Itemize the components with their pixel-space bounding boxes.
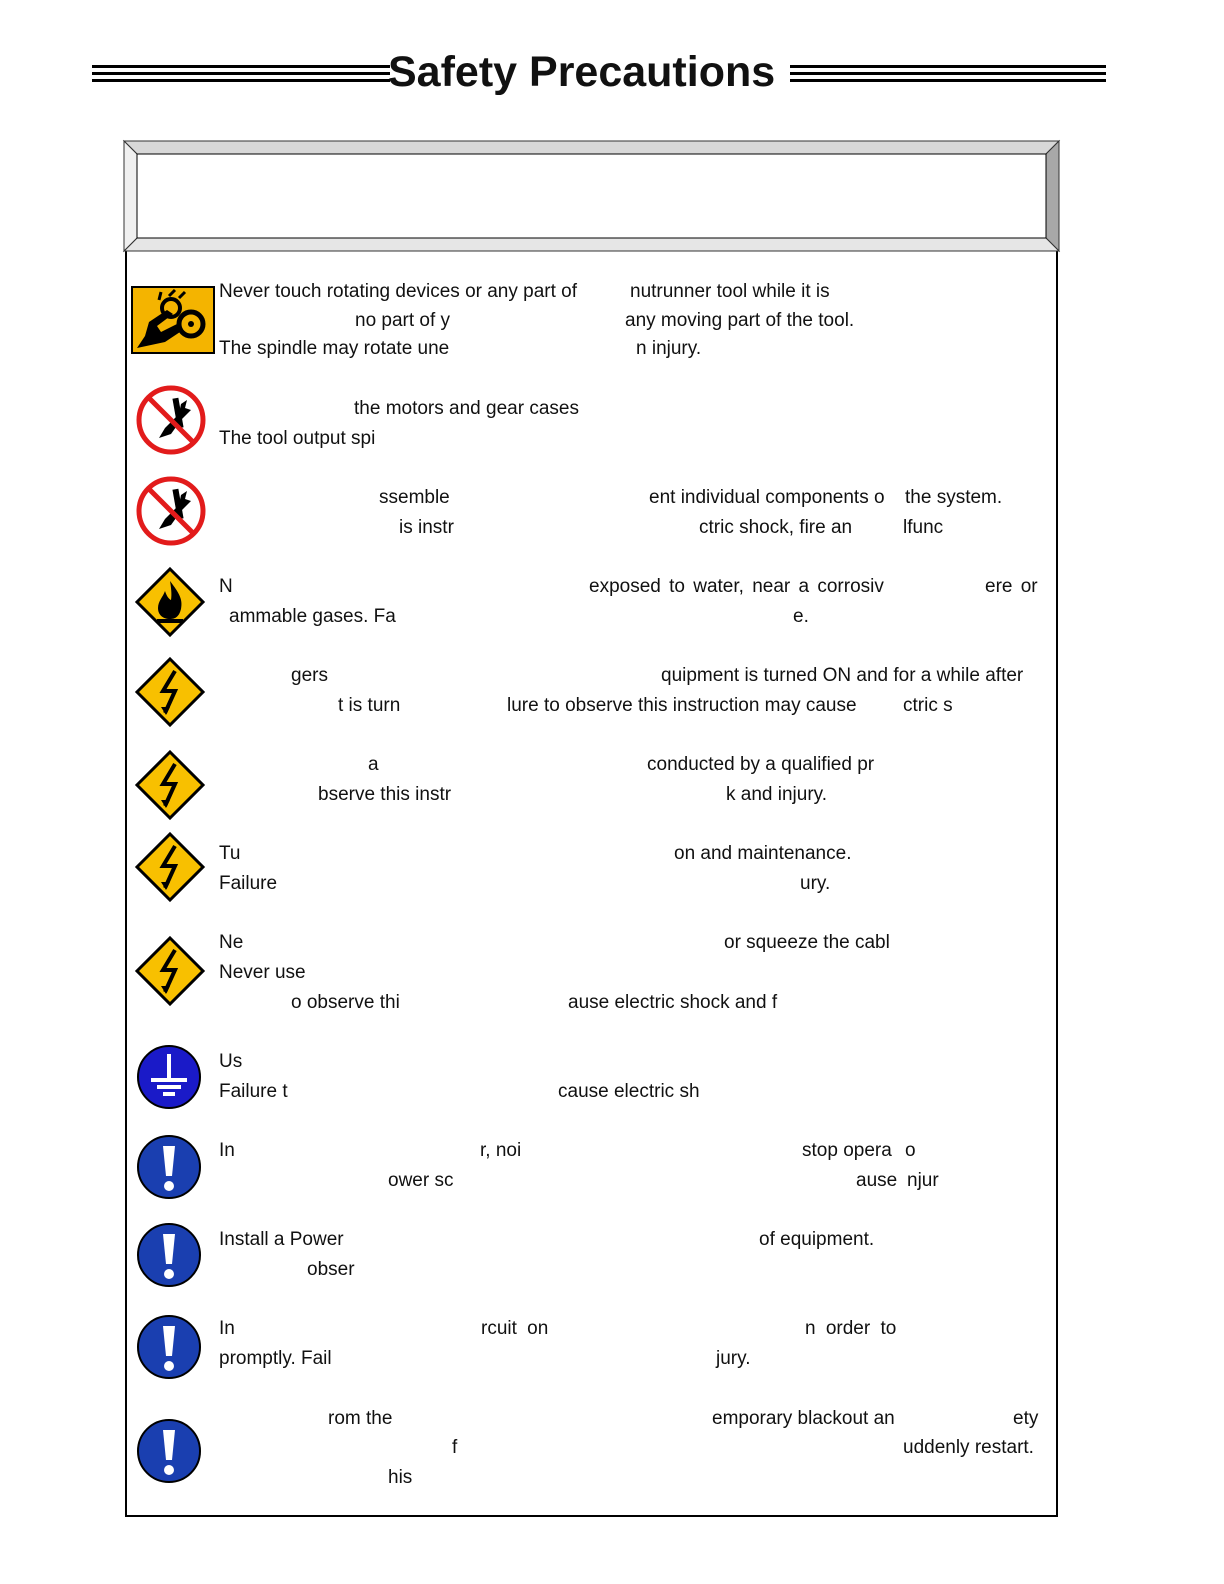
item-10-line-2-a: ower sc [388,1170,454,1191]
item-13-line-1-a: rom the [328,1408,393,1429]
item-8-line-1-a: Ne [219,932,244,953]
item-4-line-1-a: N [219,576,233,597]
item-3-line-2-b: ctric shock, fire an [699,517,853,538]
item-13-line-1-c: ety [1013,1408,1039,1429]
item-11-line-1-a: Install a Power [219,1229,344,1250]
item-12-line-1-a: In [219,1318,235,1339]
item-8-line-3-a: o observe thi [291,992,400,1013]
item-7-line-1-b: on and maintenance. [674,843,852,864]
electric-shock-icon [135,657,205,727]
no-disassembly-icon [135,475,207,547]
electric-shock-icon [135,832,205,902]
item-5-line-2-c: ctric s [903,695,953,716]
item-1-line-1-a: Never touch rotating devices or any part of [219,281,578,302]
item-11-line-2-a: obser [307,1259,355,1280]
item-4-line-1-c: ere or [985,576,1038,597]
item-8-line-2-a: Never use [219,962,306,983]
item-12-line-2-b: jury. [716,1348,751,1369]
item-10-line-1-a: In [219,1140,235,1161]
item-9-line-2-a: Failure t [219,1081,288,1102]
item-13-line-1-b: emporary blackout an [712,1408,895,1429]
exclamation-icon [136,1314,202,1380]
electric-shock-icon [135,750,205,820]
item-12-line-1-b: rcuit on [481,1318,549,1339]
item-4-line-1-b: exposed to water, near a corrosiv [589,576,884,597]
item-11-line-1-b: of equipment. [759,1229,875,1250]
item-2-line-1-a: the motors and gear cases [354,398,579,419]
item-5-line-2-a: t is turn [338,695,401,716]
item-5-line-2-b: lure to observe this instruction may cause [507,695,857,716]
electric-shock-icon [135,936,205,1006]
item-8-line-1-b: or squeeze the cabl [724,932,890,953]
item-10-line-1-d: o [905,1140,916,1161]
exclamation-icon [136,1418,202,1484]
fire-hazard-icon [135,567,205,637]
item-1-line-3-b: n injury. [636,338,702,359]
item-9-line-2-b: cause electric sh [558,1081,700,1102]
item-6-line-2-a: bserve this instr [318,784,452,805]
item-1-line-2-b: any moving part of the tool. [625,310,855,331]
item-5-line-1-b: quipment is turned ON and for a while after [661,665,1024,686]
no-disassembly-icon [135,384,207,456]
item-3-line-2-a: is instr [399,517,454,538]
exclamation-icon [136,1222,202,1288]
item-1-line-3-a: The spindle may rotate une [219,338,450,359]
item-6-line-2-b: k and injury. [726,784,828,805]
item-4-line-2-b: e. [793,606,809,627]
item-9-line-1-a: Us [219,1051,243,1072]
item-13-line-3-a: his [388,1467,413,1488]
warning-header-box [124,141,1059,251]
item-8-line-3-b: ause electric shock and f [568,992,778,1013]
item-10-line-2-c: njur [907,1170,939,1191]
exclamation-icon [136,1134,202,1200]
item-7-line-1-a: Tu [219,843,241,864]
item-1-line-2-a: no part of y [355,310,451,331]
item-13-line-2-b: uddenly restart. [903,1437,1034,1458]
item-6-line-1-a: a [368,754,379,775]
item-7-line-2-a: Failure [219,873,278,894]
item-3-line-1-c: the system. [905,487,1003,508]
item-7-line-2-b: ury. [800,873,831,894]
ground-icon [136,1044,202,1110]
item-3-line-1-b: ent individual components o [649,487,885,508]
item-10-line-1-b: r, noi [480,1140,522,1161]
item-10-line-1-c: stop opera [802,1140,892,1161]
item-4-line-2-a: ammable gases. Fa [229,606,396,627]
item-12-line-2-a: promptly. Fail [219,1348,332,1369]
page-title: Safety Precautions [388,48,776,96]
item-13-line-2-a: f [452,1437,458,1458]
item-3-line-2-c: lfunc [903,517,944,538]
item-1-line-1-b: nutrunner tool while it is [630,281,830,302]
item-12-line-1-c: n order to [805,1318,897,1339]
item-3-line-1-a: ssemble [379,487,450,508]
item-2-line-2-a: The tool output spi [219,428,376,449]
item-10-line-2-b: ause [856,1170,898,1191]
rotating-gears-hand-icon [131,286,215,354]
item-5-line-1-a: gers [291,665,328,686]
item-6-line-1-b: conducted by a qualified pr [647,754,875,775]
